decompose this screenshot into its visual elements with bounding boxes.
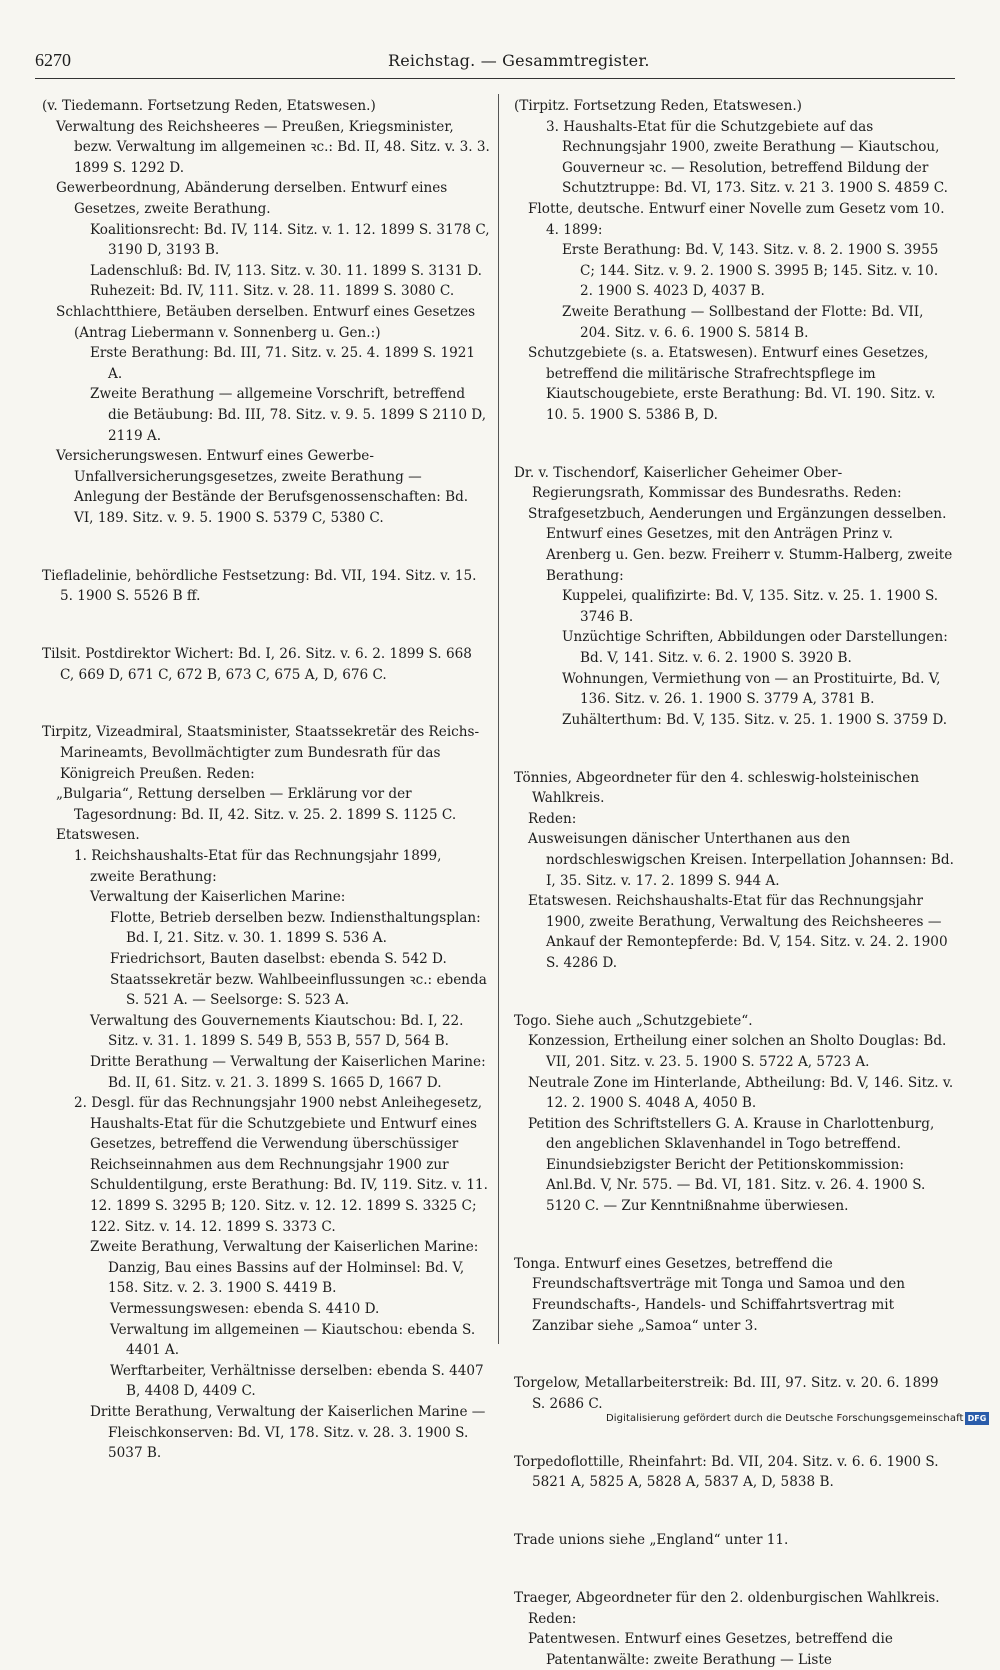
index-subentry: Verwaltung des Reichsheeres — Preußen, Kriegsminister, bezw. Verwaltung im allgemeinen ꝛc.: Bd. II, 48. Sitz. v. 3. 3. 1899 S. 1292 D. (56, 118, 490, 176)
index-subentry: Patentwesen. Entwurf eines Gesetzes, betreffend die Patentanwälte: zweite Berathung — Liste (528, 1631, 893, 1668)
entry-gap (514, 439, 954, 449)
index-subentry: Strafgesetzbuch, Aenderungen und Ergänzungen desselben. Entwurf eines Gesetzes, mit den Anträgen Prinz v. Arenberg u. Gen. bezw. Freiherr v. Stumm-Halberg, zweite Berathung: (528, 505, 953, 584)
index-subentry: Zuhälterthum: Bd. V, 135. Sitz. v. 25. 1. 1900 S. 3759 D. (562, 711, 948, 728)
index-entry: Tilsit. Postdirektor Wichert: Bd. I, 26. Sitz. v. 6. 2. 1899 S. 668 C, 669 D, 671 C, 672 B, 673 C, 675 A, D, 676 C. (42, 646, 472, 683)
index-entry: (Tirpitz. Fortsetzung Reden, Etatswesen.) (514, 98, 802, 114)
index-subentry: Unzüchtige Schriften, Abbildungen oder Darstellungen: Bd. V, 141. Sitz. v. 6. 2. 1900 S. 3920 B. (562, 629, 948, 667)
entry-gap (514, 1564, 954, 1574)
index-subentry: Werftarbeiter, Verhältnisse derselben: ebenda S. 4407 B, 4408 D, 4409 C. (110, 1362, 484, 1400)
index-subentry: Flotte, Betrieb derselben bezw. Indiensthaltungsplan: Bd. I, 21. Sitz. v. 30. 1. 1899 S. 536 A. (110, 909, 481, 947)
index-subentry: Koalitionsrecht: Bd. IV, 114. Sitz. v. 1. 12. 1899 S. 3178 C, 3190 D, 3193 B. (90, 221, 490, 259)
index-subentry: 2. Desgl. für das Rechnungsjahr 1900 nebst Anleihegesetz, Haushalts-Etat für die Schutzgebiete und Entwurf eines Gesetzes, betreffend die Verwendung überschüssiger Reichseinnahmen aus dem Rechnungsjahr 1900 zur Schuldentilgung, erste Berathung: Bd. IV, 119. Sitz. v. 11. 12. 1899 S. 3295 B; 120. Sitz. v. 12. 12. 1899 S. 3325 C; 122. Sitz. v. 14. 12. 1899 S. 3373 C. (74, 1095, 488, 1235)
index-subentry: Schlachtthiere, Betäuben derselben. Entwurf eines Gesetzes (Antrag Liebermann v. Sonnenberg u. Gen.:) (56, 303, 476, 341)
column-divider (498, 94, 499, 1344)
index-subentry: Ausweisungen dänischer Unterthanen aus den nordschleswigschen Kreisen. Interpellation Johannsen: Bd. I, 35. Sitz. v. 17. 2. 1899 S. 944 A. (528, 831, 954, 889)
index-subentry: Etatswesen. (56, 827, 140, 844)
index-subentry: Dritte Berathung, Verwaltung der Kaiserlichen Marine — Fleischkonserven: Bd. VI, 178. Sitz. v. 28. 3. 1900 S. 5037 B. (90, 1404, 486, 1462)
entry-gap (514, 1428, 954, 1438)
entry-gap (514, 1350, 954, 1360)
index-entry: (v. Tiedemann. Fortsetzung Reden, Etatswesen.) (42, 98, 376, 114)
index-subentry: Erste Berathung: Bd. V, 143. Sitz. v. 8. 2. 1900 S. 3955 C; 144. Sitz. v. 9. 2. 1900 S. 3995 B; 145. Sitz. v. 10. 2. 1900 S. 4023 D, 4037 B. (562, 242, 939, 300)
running-title: Reichstag. — Gesammtregister. (388, 51, 650, 70)
header-rule (35, 78, 955, 79)
index-entry: Dr. v. Tischendorf, Kaiserlicher Geheimer Ober-Regierungsrath, Kommissar des Bundesraths. Reden: (514, 464, 902, 502)
index-subentry: 3. Haushalts-Etat für die Schutzgebiete auf das Rechnungsjahr 1900, zweite Berathung — Kiautschou, Gouverneur ꝛc. — Resolution, betreffend Bildung der Schutztruppe: Bd. VI, 173. Sitz. v. 21 3. 1900 S. 4859 C. (546, 118, 948, 197)
index-subentry: 1. Reichshaushalts-Etat für das Rechnungsjahr 1899, zweite Berathung: (74, 847, 442, 885)
index-subentry: Flotte, deutsche. Entwurf einer Novelle zum Gesetz vom 10. 4. 1899: (528, 200, 945, 238)
entry-gap (42, 620, 490, 630)
index-entry: Togo. Siehe auch „Schutzgebiete“. (514, 1012, 753, 1029)
index-subentry: Reden: (528, 1610, 577, 1627)
index-subentry: Verwaltung des Gouvernements Kiautschou: Bd. I, 22. Sitz. v. 31. 1. 1899 S. 549 B, 553 B, 557 D, 564 B. (90, 1012, 464, 1050)
dfg-logo-icon: DFG (965, 1412, 989, 1425)
index-subentry: Staatssekretär bezw. Wahlbeeinflussungen ꝛc.: ebenda S. 521 A. — Seelsorge: S. 523 A. (110, 971, 487, 1009)
index-subentry: „Bulgaria“, Rettung derselben — Erklärung vor der Tagesordnung: Bd. II, 42. Sitz. v. 25. 2. 1899 S. 1125 C. (56, 786, 457, 823)
footer-credit: Digitalisierung gefördert durch die Deutsche Forschungsgemeinschaft (606, 1413, 964, 1424)
index-subentry: Erste Berathung: Bd. III, 71. Sitz. v. 25. 4. 1899 S. 1921 A. (90, 345, 476, 382)
index-entry: Tiefladelinie, behördliche Festsetzung: Bd. VII, 194. Sitz. v. 15. 5. 1900 S. 5526 B ff. (42, 567, 477, 605)
index-subentry: Versicherungswesen. Entwurf eines Gewerbe-Unfallversicherungsgesetzes, zweite Berathung — Anlegung der Bestände der Berufsgenossenschaften: Bd. VI, 189. Sitz. v. 9. 5. 1900 S. 5379 C, 5380 C. (56, 448, 469, 526)
page-number: 6270 (35, 50, 71, 70)
index-subentry: Wohnungen, Vermiethung von — an Prostituirte, Bd. V, 136. Sitz. v. 26. 1. 1900 S. 3779 A, 3781 B. (562, 670, 941, 708)
index-entry: Traeger, Abgeordneter für den 2. oldenburgischen Wahlkreis. (514, 1589, 940, 1606)
index-subentry: Konzession, Ertheilung einer solchen an Sholto Douglas: Bd. VII, 201. Sitz. v. 23. 5. 1900 S. 5722 A, 5723 A. (528, 1033, 947, 1070)
entry-gap (514, 744, 954, 754)
index-subentry: Verwaltung im allgemeinen — Kiautschou: ebenda S. 4401 A. (110, 1321, 476, 1359)
entry-gap (514, 987, 954, 997)
index-entry: Trade unions siehe „England“ unter 11. (514, 1532, 789, 1549)
index-subentry: Etatswesen. Reichshaushalts-Etat für das Rechnungsjahr 1900, zweite Berathung, Verwaltung des Reichsheeres — Ankauf der Remontepferde: Bd. V, 154. Sitz. v. 24. 2. 1900 S. 4286 D. (528, 893, 948, 971)
index-subentry: Schutzgebiete (s. a. Etatswesen). Entwurf eines Gesetzes, betreffend die militärische Strafrechtspflege im Kiautschougebiete, erste Berathung: Bd. VI. 190. Sitz. v. 10. 5. 1900 S. 5386 B, D. (528, 345, 936, 423)
entry-gap (514, 1507, 954, 1517)
index-subentry: Petition des Schriftstellers G. A. Krause in Charlottenburg, den angeblichen Sklavenhandel in Togo betreffend. Einundsiebzigster Bericht der Petitionskommission: Anl.Bd. V, Nr. 575. — Bd. VI, 181. Sitz. v. 26. 4. 1900 S. 5120 C. — Zur Kenntnißnahme überwiesen. (528, 1115, 935, 1215)
entry-gap (514, 1230, 954, 1240)
index-subentry: Ladenschluß: Bd. IV, 113. Sitz. v. 30. 11. 1899 S. 3131 D. (90, 262, 482, 279)
index-entry: Tonga. Entwurf eines Gesetzes, betreffend die Freundschaftsverträge mit Tonga und Samoa und den Freundschafts-, Handels- und Schiffahrtsvertrag mit Zanzibar siehe „Samoa“ unter 3. (514, 1255, 906, 1334)
index-subentry: Kuppelei, qualifizirte: Bd. V, 135. Sitz. v. 25. 1. 1900 S. 3746 B. (562, 588, 939, 625)
index-subentry: Vermessungswesen: ebenda S. 4410 D. (110, 1301, 380, 1318)
index-entry: Tirpitz, Vizeadmiral, Staatsminister, Staatssekretär des Reichs-Marineamts, Bevollmächtigter zum Bundesrath für das Königreich Preußen. Reden: (42, 724, 480, 782)
index-subentry: Zweite Berathung — allgemeine Vorschrift, betreffend die Betäubung: Bd. III, 78. Sitz. v. 9. 5. 1899 S 2110 D, 2119 A. (90, 386, 487, 444)
index-subentry: Dritte Berathung — Verwaltung der Kaiserlichen Marine: Bd. II, 61. Sitz. v. 21. 3. 1899 S. 1665 D, 1667 D. (90, 1053, 486, 1091)
index-subentry: Friedrichsort, Bauten daselbst: ebenda S. 542 D. (110, 950, 447, 967)
index-subentry: Verwaltung der Kaiserlichen Marine: (90, 889, 346, 906)
entry-gap (42, 699, 490, 709)
left-column (42, 96, 490, 1464)
index-subentry: Reden: (528, 810, 577, 827)
index-subentry: Neutrale Zone im Hinterlande, Abtheilung: Bd. V, 146. Sitz. v. 12. 2. 1900 S. 4048 A, 4050 B. (528, 1074, 954, 1112)
index-subentry: Gewerbeordnung, Abänderung derselben. Entwurf eines Gesetzes, zweite Berathung. (56, 180, 448, 217)
index-subentry: Zweite Berathung, Verwaltung der Kaiserlichen Marine: Danzig, Bau eines Bassins auf der Holminsel: Bd. V, 158. Sitz. v. 2. 3. 1900 S. 4419 B. (90, 1239, 479, 1297)
index-subentry: Zweite Berathung — Sollbestand der Flotte: Bd. VII, 204. Sitz. v. 6. 6. 1900 S. 5814 B. (562, 303, 924, 341)
index-entry: Torgelow, Metallarbeiterstreik: Bd. III, 97. Sitz. v. 20. 6. 1899 S. 2686 C. (514, 1375, 939, 1412)
index-subentry: Ruhezeit: Bd. IV, 111. Sitz. v. 28. 11. 1899 S. 3080 C. (90, 283, 455, 300)
entry-gap (42, 542, 490, 552)
index-entry: Torpedoflottille, Rheinfahrt: Bd. VII, 204. Sitz. v. 6. 6. 1900 S. 5821 A, 5825 A, 5828 A, 5837 A, D, 5838 B. (514, 1453, 939, 1491)
index-entry: Tönnies, Abgeordneter für den 4. schleswig-holsteinischen Wahlkreis. (514, 769, 920, 807)
